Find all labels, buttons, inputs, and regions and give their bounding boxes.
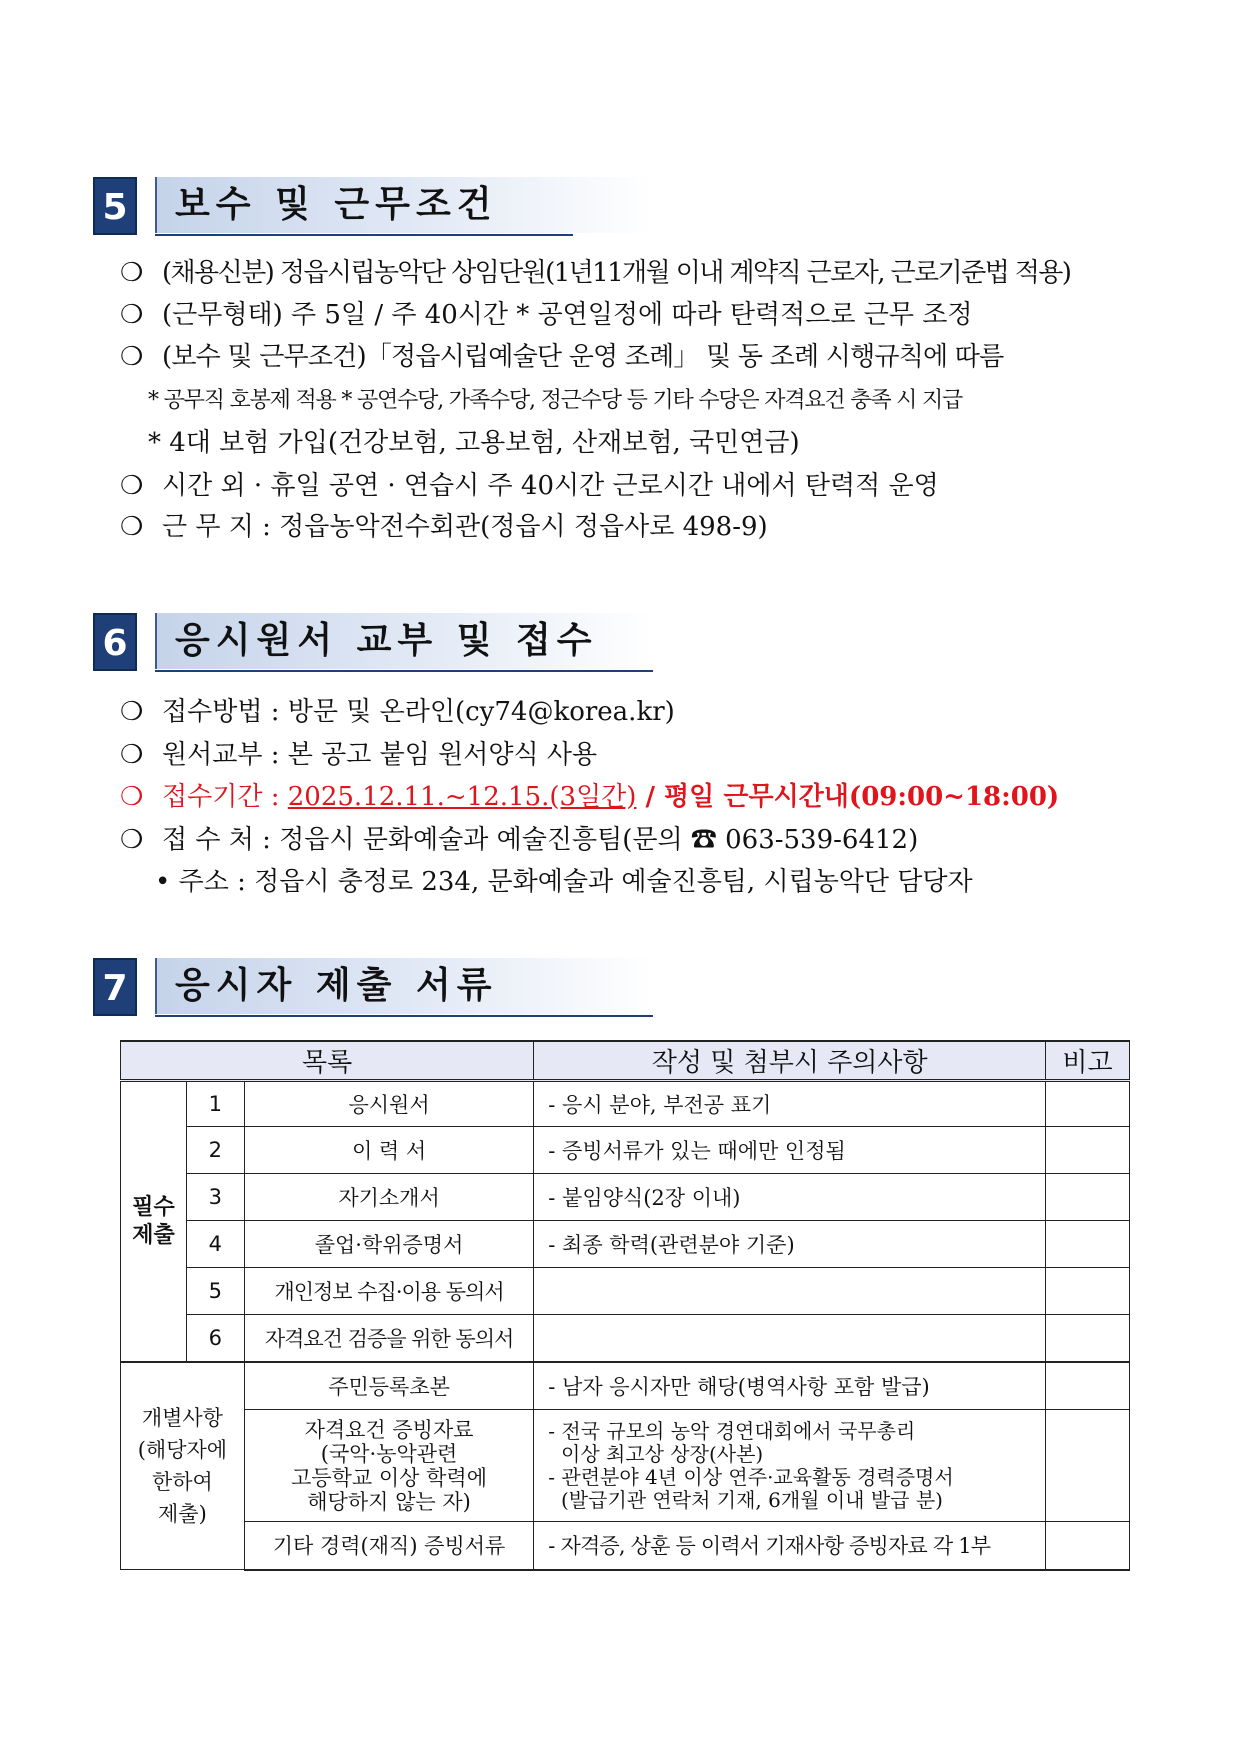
circle-bullet-icon: ❍ bbox=[120, 342, 144, 372]
sec5-note-1: * 공무직 호봉제 적용 * 공연수당, 가족수당, 정근수당 등 기타 수당은 자격요건 충족 시 지급 bbox=[148, 388, 963, 413]
table-row: 필수 제출 1 응시원서 - 응시 분야, 부전공 표기 bbox=[121, 1081, 1130, 1127]
sec5-item-4: ❍ 시간 외 · 휴일 공연 · 연습시 주 40시간 근로시간 내에서 탄력적 운영 bbox=[120, 471, 939, 501]
section-5-header bbox=[93, 177, 653, 237]
period-hours: / 평일 근무시간내(09:00~18:00) bbox=[636, 782, 1060, 812]
sec6-method: ❍ 접수방법 : 방문 및 온라인(cy74@korea.kr) bbox=[120, 697, 675, 727]
header-list: 목록 bbox=[121, 1041, 534, 1081]
table-row: 6 자격요건 검증을 위한 동의서 bbox=[121, 1315, 1130, 1362]
section-underline bbox=[155, 1015, 653, 1017]
section-number: 5 bbox=[93, 177, 137, 235]
table-row: 2 이 력 서 - 증빙서류가 있는 때에만 인정됨 bbox=[121, 1127, 1130, 1174]
circle-bullet-icon: ❍ bbox=[120, 825, 144, 855]
circle-bullet-icon: ❍ bbox=[120, 471, 144, 501]
section-underline bbox=[155, 670, 653, 672]
circle-bullet-icon: ❍ bbox=[120, 512, 144, 542]
sec6-period: ❍ 접수기간 : 2025.12.11.~12.15.(3일간) / 평일 근무시간내(09:00~18:00) bbox=[120, 782, 1060, 812]
table-row: 4 졸업·학위증명서 - 최종 학력(관련분야 기준) bbox=[121, 1221, 1130, 1268]
table-header-row bbox=[121, 1041, 1130, 1081]
section-title: 응시원서 교부 및 접수 bbox=[155, 613, 653, 669]
circle-bullet-icon: ❍ bbox=[120, 740, 144, 770]
circle-bullet-icon: ❍ bbox=[120, 697, 144, 727]
sec6-address: • 주소 : 정읍시 충정로 234, 문화예술과 예술진흥팀, 시립농악단 담당자 bbox=[155, 867, 973, 897]
header-notes: 작성 및 첨부시 주의사항 bbox=[534, 1041, 1046, 1081]
sec6-form: ❍ 원서교부 : 본 공고 붙임 원서양식 사용 bbox=[120, 740, 598, 770]
sec5-item-5: ❍ 근 무 지 : 정읍농악전수회관(정읍시 정읍사로 498-9) bbox=[120, 512, 768, 542]
documents-table bbox=[120, 1040, 1130, 1571]
header-remarks: 비고 bbox=[1046, 1041, 1130, 1081]
group-required: 필수 제출 bbox=[121, 1081, 187, 1362]
circle-bullet-icon: ❍ bbox=[120, 300, 144, 330]
section-number: 7 bbox=[93, 958, 137, 1016]
sec6-place: ❍ 접 수 처 : 정읍시 문화예술과 예술진흥팀(문의 ☎ 063-539-6412) bbox=[120, 825, 919, 855]
table-row: 기타 경력(재직) 증빙서류 - 자격증, 상훈 등 이력서 기재사항 증빙자료 각 1부 bbox=[121, 1522, 1130, 1570]
group-individual: 개별사항 (해당자에 한하여 제출) bbox=[121, 1362, 245, 1570]
section-6-header bbox=[93, 613, 653, 673]
section-underline bbox=[155, 234, 573, 236]
section-title: 응시자 제출 서류 bbox=[155, 958, 653, 1014]
circle-bullet-icon: ❍ bbox=[120, 258, 144, 288]
period-date: 2025.12.11.~12.15.(3일간) bbox=[287, 782, 637, 812]
section-title: 보수 및 근무조건 bbox=[155, 177, 653, 233]
sec5-item-2: ❍ (근무형태) 주 5일 / 주 40시간 * 공연일정에 따라 탄력적으로 근무 조정 bbox=[120, 300, 973, 330]
sec5-item-1: ❍ (채용신분) 정읍시립농악단 상임단원(1년11개월 이내 계약직 근로자, 근로기준법 적용) bbox=[120, 258, 1071, 288]
sec5-item-3: ❍ (보수 및 근무조건)「정읍시립예술단 운영 조례」 및 동 조례 시행규칙에 따름 bbox=[120, 342, 1004, 372]
table-row: 자격요건 증빙자료 (국악·농악관련 고등학교 이상 학력에 해당하지 않는 자) - 전국 규모의 농악 경연대회에서 국무총리 이상 최고상 상장(사본) - 관련분야 4년 이상 연주·교육활동 경력증명서 (발급기관 연락처 기재, 6개월 이내 발급 분) bbox=[121, 1410, 1130, 1522]
table-row: 개별사항 (해당자에 한하여 제출) 주민등록초본 - 남자 응시자만 해당(병역사항 포함 발급) bbox=[121, 1362, 1130, 1410]
section-7-header bbox=[93, 958, 653, 1018]
table-row: 5 개인정보 수집·이용 동의서 bbox=[121, 1268, 1130, 1315]
table-row: 3 자기소개서 - 붙임양식(2장 이내) bbox=[121, 1174, 1130, 1221]
circle-bullet-icon: ❍ bbox=[120, 782, 144, 812]
section-number: 6 bbox=[93, 613, 137, 671]
sec5-note-2: * 4대 보험 가입(건강보험, 고용보험, 산재보험, 국민연금) bbox=[148, 428, 800, 458]
